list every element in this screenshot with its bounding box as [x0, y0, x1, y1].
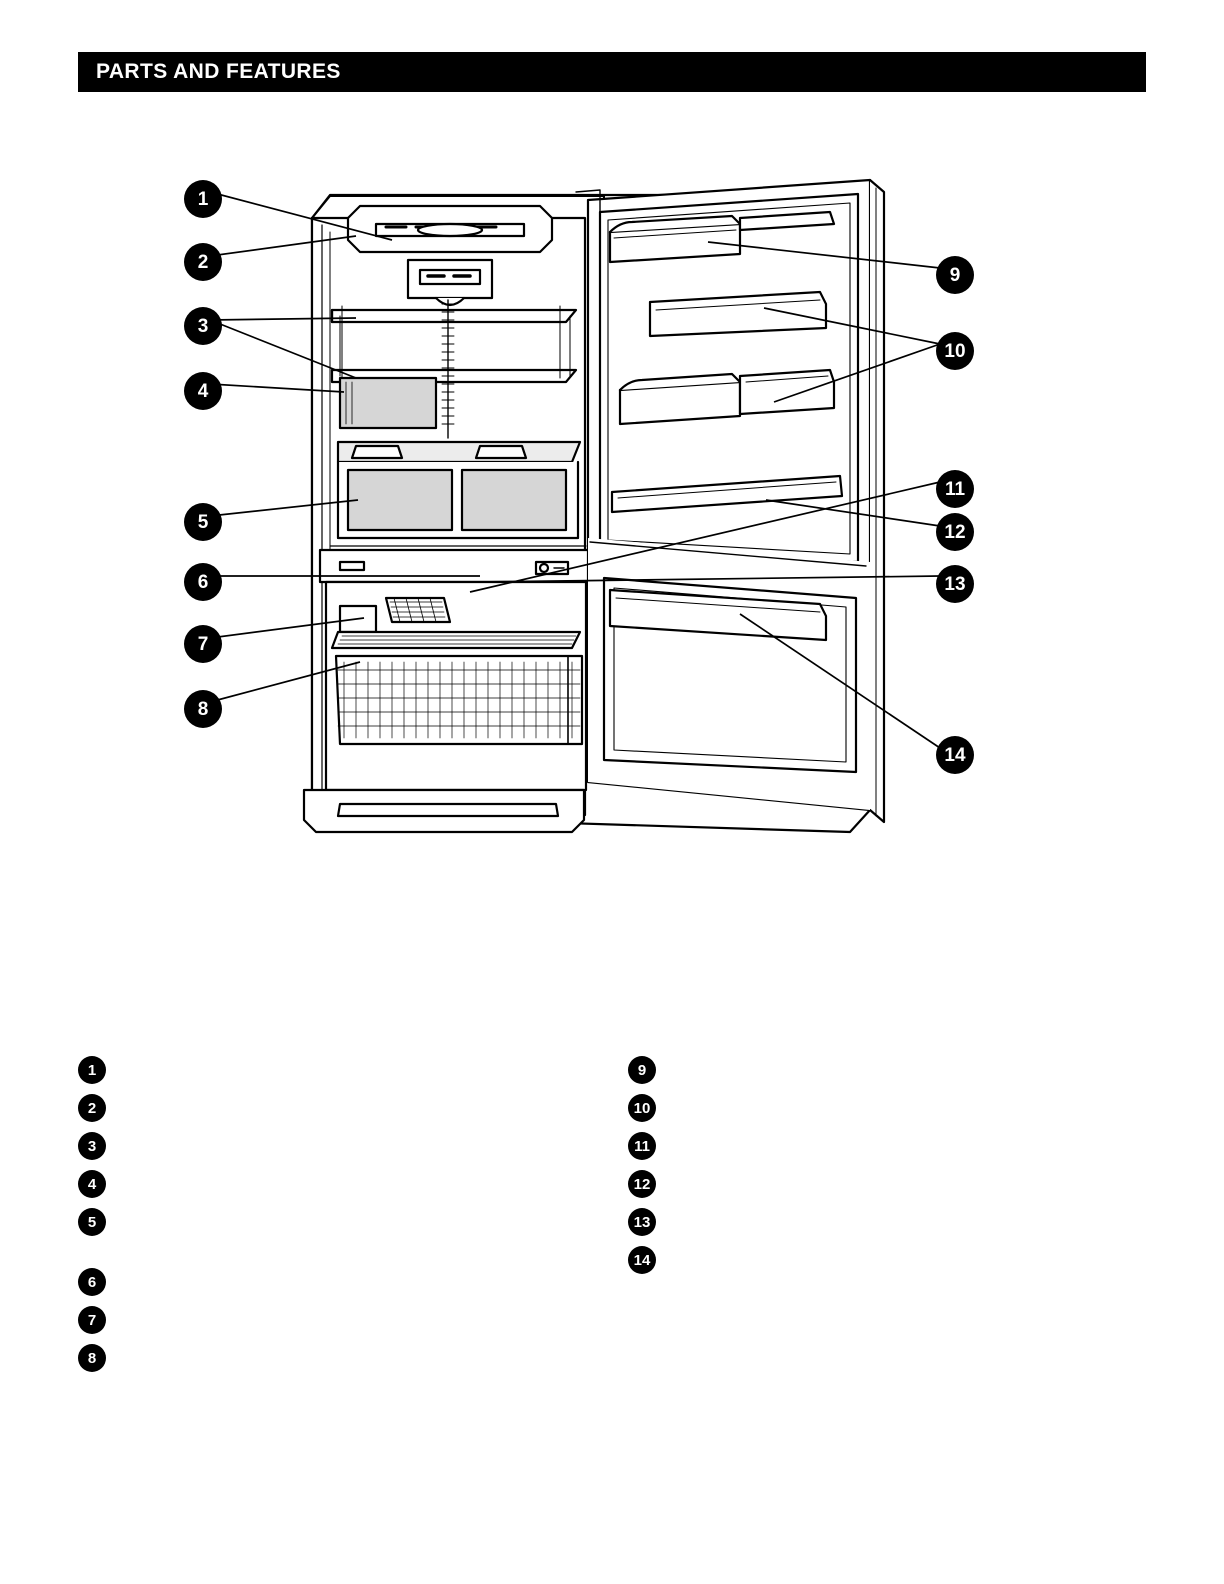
callout-5: 5 — [184, 503, 222, 541]
callout-1: 1 — [184, 180, 222, 218]
callout-10: 10 — [936, 332, 974, 370]
legend-bullet-3: 3 — [78, 1132, 106, 1160]
callout-14: 14 — [936, 736, 974, 774]
legend-bullet-1: 1 — [78, 1056, 106, 1084]
legend-bullet-5: 5 — [78, 1208, 106, 1236]
legend-spacer — [78, 1246, 578, 1268]
legend-bullet-4: 4 — [78, 1170, 106, 1198]
legend-item — [78, 1306, 578, 1340]
callout-12: 12 — [936, 513, 974, 551]
callout-3: 3 — [184, 307, 222, 345]
callout-13: 13 — [936, 565, 974, 603]
legend-bullet-14: 14 — [628, 1246, 656, 1274]
section-header-bar — [78, 52, 1146, 92]
legend-item — [78, 1344, 578, 1378]
legend-bullet-8: 8 — [78, 1344, 106, 1372]
callout-4: 4 — [184, 372, 222, 410]
legend-bullet-7: 7 — [78, 1306, 106, 1334]
callout-2: 2 — [184, 243, 222, 281]
refrigerator-illustration — [180, 170, 1000, 870]
legend-item — [628, 1056, 1128, 1090]
callout-8: 8 — [184, 690, 222, 728]
callout-11: 11 — [936, 470, 974, 508]
legend-item — [78, 1094, 578, 1128]
legend-bullet-12: 12 — [628, 1170, 656, 1198]
legend-item — [78, 1132, 578, 1166]
legend-item — [628, 1170, 1128, 1204]
legend-item — [78, 1170, 578, 1204]
legend-bullet-2: 2 — [78, 1094, 106, 1122]
legend-item — [78, 1208, 578, 1242]
legend-bullet-13: 13 — [628, 1208, 656, 1236]
legend-item — [628, 1132, 1128, 1166]
callout-6: 6 — [184, 563, 222, 601]
legend-item — [78, 1056, 578, 1090]
page-title: PARTS AND FEATURES — [96, 60, 341, 83]
legend-item — [628, 1246, 1128, 1280]
legend-item — [628, 1094, 1128, 1128]
legend-item — [78, 1268, 578, 1302]
legend-bullet-6: 6 — [78, 1268, 106, 1296]
callout-7: 7 — [184, 625, 222, 663]
legend-right-column — [628, 1056, 1128, 1284]
callout-9: 9 — [936, 256, 974, 294]
legend-bullet-11: 11 — [628, 1132, 656, 1160]
legend-left-column — [78, 1056, 578, 1382]
legend-bullet-9: 9 — [628, 1056, 656, 1084]
legend-item — [628, 1208, 1128, 1242]
legend-bullet-10: 10 — [628, 1094, 656, 1122]
